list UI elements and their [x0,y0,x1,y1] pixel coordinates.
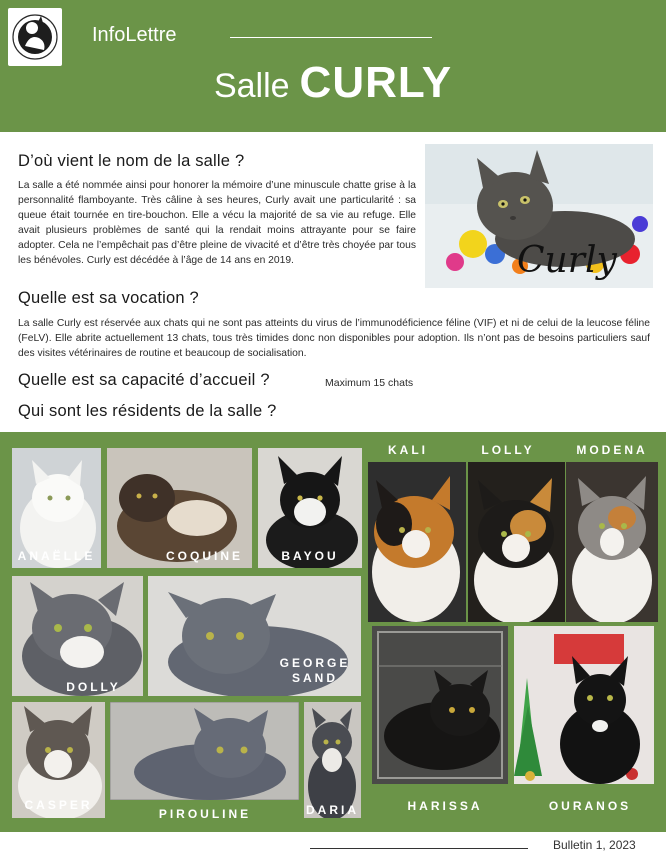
resident-photo-harissa [372,626,508,784]
resident-label: HARISSA [407,799,483,813]
resident-label: GEORGE SAND [279,656,351,685]
newsletter-kicker: InfoLettre [92,24,177,46]
page-title-light: Salle [213,67,290,105]
curly-photo [425,144,653,288]
resident-label: PIROULINE [158,807,252,821]
section-heading-vocation: Quelle est sa vocation ? [18,289,199,307]
section-heading-origin: D’où vient le nom de la salle ? [18,152,245,170]
header-banner [0,0,666,132]
resident-label: DARIA [306,803,359,817]
resident-photo-ouranos [514,626,654,784]
resident-photo-modena [566,462,658,622]
section-heading-capacity: Quelle est sa capacité d’accueil ? [18,371,270,389]
section-body-origin: La salle a été nommée ainsi pour honorer la mémoire d’une minuscule chatte grise à la personnalité flamboyante. Très câline à ses heures, Curly avait une particularité : sa queue était tournée en tire-bouchon. Elle a vécu la majorité de sa vie au refuge. Elle avait plusieurs problèmes de santé qui la rendait moins attrayante pour se faire adopter. Cela ne l’empêchait pas d’être pleine de vivacité et d’être très choyée par tous les bénévoles. Curly est décédée à l’âge de 14 ans en 2019. [18,180,416,266]
resident-label: OURANOS [548,799,632,813]
header-divider [230,37,432,38]
resident-label: DOLLY [66,680,121,694]
resident-photo-lolly [468,462,565,622]
resident-photo-daria [304,702,361,818]
resident-label: COQUINE [165,549,243,563]
footer-divider [310,848,528,849]
capacity-value: Maximum 15 chats [325,377,414,389]
bulletin-number: Bulletin 1, 2023 [553,838,636,852]
resident-label: MODENA [576,443,648,457]
resident-label: KALI [388,443,428,457]
curly-signature: Curly [517,240,617,281]
resident-label: CASPER [24,798,93,812]
resident-photo-pirouline [110,702,299,800]
page-title [0,58,666,108]
resident-label: BAYOU [281,549,339,563]
resident-label: LOLLY [481,443,535,457]
section-body-vocation: La salle Curly est réservée aux chats qui ne sont pas atteints du virus de l’immunodéficience féline (VIF) et ni de celui de la leucose féline (FeLV). Elle abrite actuellement 13 chats, tous très timides donc non disponibles pour adoption. Ils n’ont pas de besoins particuliers sauf des visites vétérinaires de routine et beaucoup de socialisation. [18,318,650,359]
page-title-bold: CURLY [299,58,453,107]
resident-label: ANAËLLE [17,549,96,563]
section-heading-residents: Qui sont les résidents de la salle ? [18,402,277,420]
resident-photo-kali [368,462,466,622]
resident-photo-dolly [12,576,143,696]
